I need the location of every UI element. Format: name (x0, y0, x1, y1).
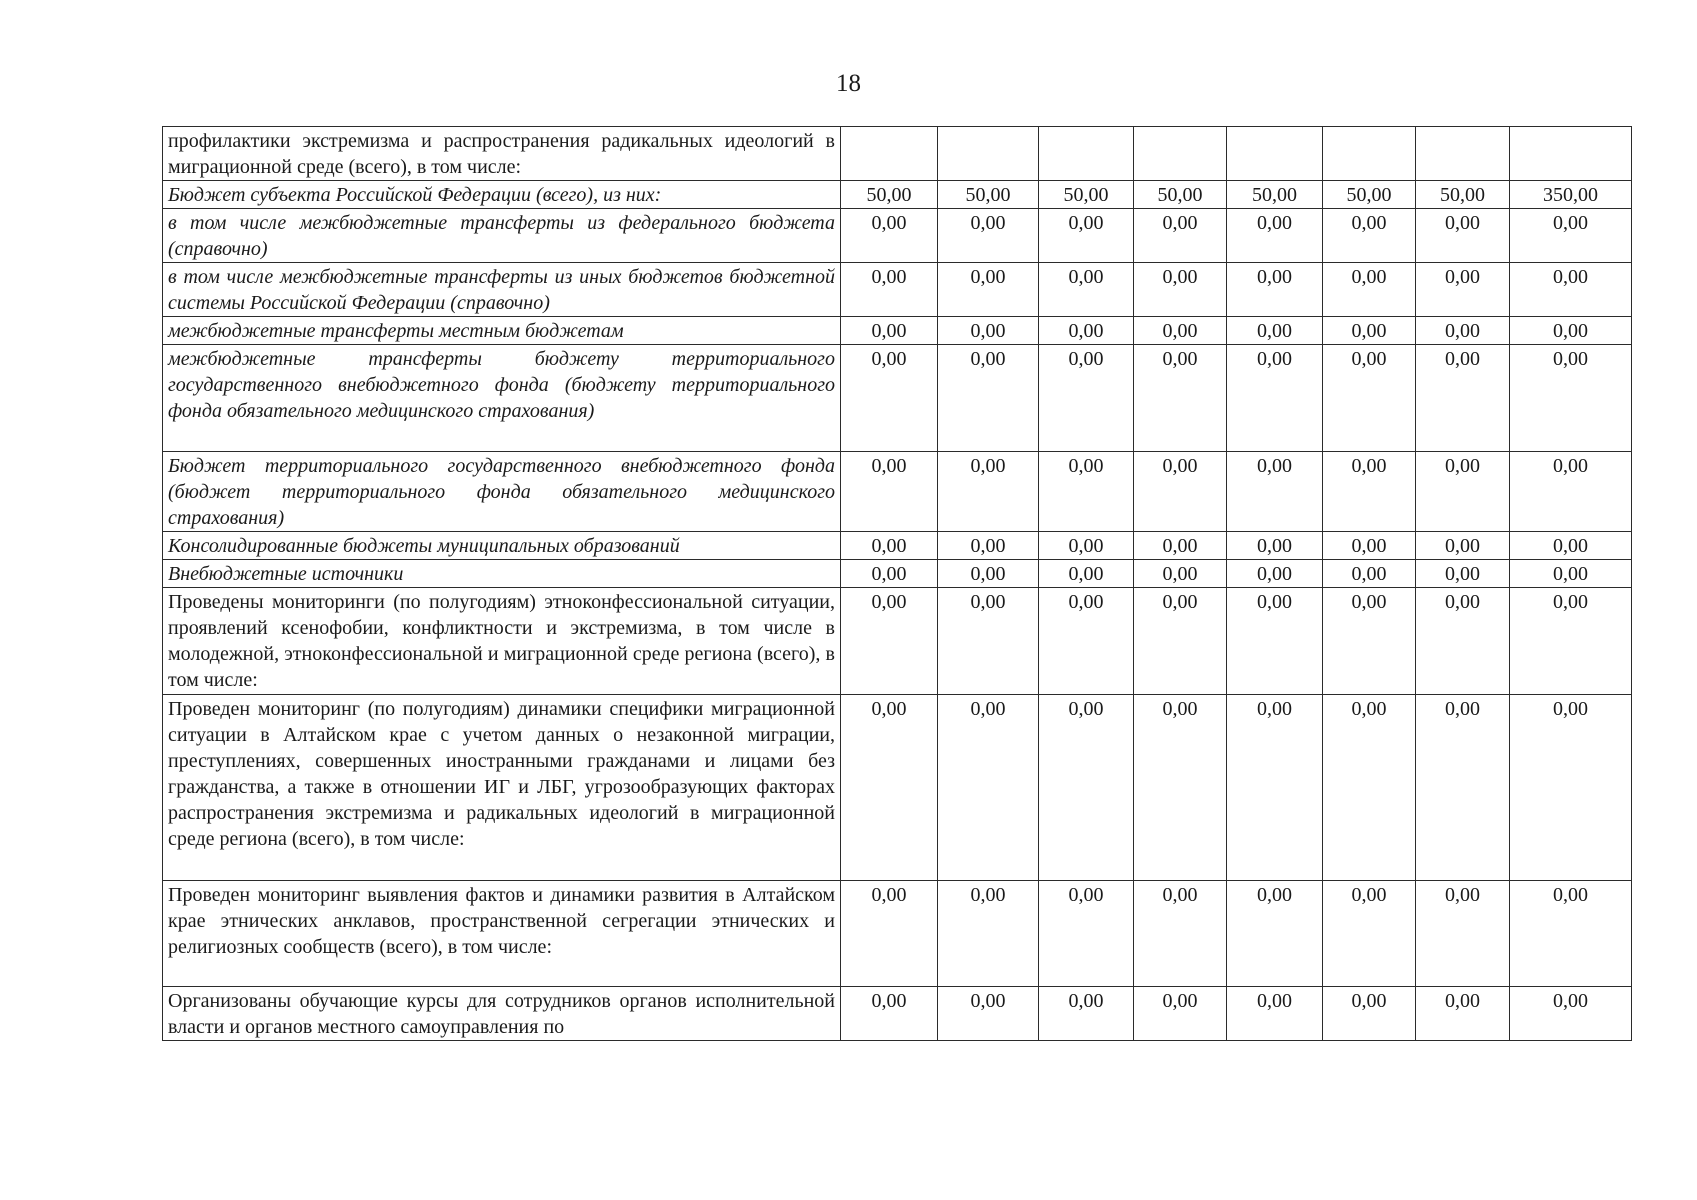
value-cell: 0,00 (1039, 317, 1134, 345)
value-cell: 0,00 (1323, 532, 1416, 560)
value-cell: 0,00 (938, 560, 1039, 588)
value-cell: 0,00 (938, 263, 1039, 317)
value-cell: 0,00 (1134, 532, 1227, 560)
value-cell: 0,00 (1227, 695, 1323, 881)
value-cell: 0,00 (841, 452, 938, 532)
value-cell: 0,00 (1323, 560, 1416, 588)
value-cell: 0,00 (1039, 452, 1134, 532)
total-cell: 0,00 (1510, 452, 1632, 532)
value-cell: 0,00 (1416, 317, 1510, 345)
value-cell: 0,00 (841, 588, 938, 695)
table-row (163, 695, 1632, 881)
value-cell: 0,00 (938, 588, 1039, 695)
value-cell: 0,00 (1039, 209, 1134, 263)
total-cell: 0,00 (1510, 881, 1632, 987)
table-body (163, 127, 1632, 1041)
value-cell: 0,00 (1416, 345, 1510, 452)
value-cell: 0,00 (1227, 317, 1323, 345)
value-cell: 0,00 (1039, 345, 1134, 452)
row-label: в том числе межбюджетные трансферты из иных бюджетов бюджетной системы Российской Федерации (справочно) (163, 263, 841, 317)
value-cell: 0,00 (1323, 209, 1416, 263)
budget-table (162, 126, 1632, 1041)
total-cell: 0,00 (1510, 345, 1632, 452)
value-cell: 0,00 (1416, 209, 1510, 263)
value-cell: 0,00 (1039, 695, 1134, 881)
value-cell: 50,00 (841, 181, 938, 209)
value-cell: 0,00 (1134, 588, 1227, 695)
value-cell: 50,00 (1416, 181, 1510, 209)
table-row (163, 532, 1632, 560)
page-number: 18 (836, 70, 861, 97)
value-cell: 50,00 (938, 181, 1039, 209)
total-cell: 0,00 (1510, 987, 1632, 1041)
value-cell: 0,00 (1227, 452, 1323, 532)
value-cell: 0,00 (938, 345, 1039, 452)
value-cell (1134, 127, 1227, 181)
value-cell: 0,00 (1416, 560, 1510, 588)
value-cell: 0,00 (1227, 881, 1323, 987)
table-row (163, 263, 1632, 317)
value-cell: 0,00 (1134, 881, 1227, 987)
table-row (163, 209, 1632, 263)
table-row (163, 588, 1632, 695)
table-row (163, 127, 1632, 181)
value-cell (1227, 127, 1323, 181)
value-cell: 0,00 (1134, 345, 1227, 452)
table-row (163, 317, 1632, 345)
value-cell (1039, 127, 1134, 181)
value-cell (841, 127, 938, 181)
row-label: Бюджет территориального государственного внебюджетного фонда (бюджет территориального фонда обязательного медицинского страхования) (163, 452, 841, 532)
total-cell: 0,00 (1510, 263, 1632, 317)
total-cell: 0,00 (1510, 532, 1632, 560)
value-cell: 0,00 (841, 987, 938, 1041)
value-cell: 0,00 (1323, 588, 1416, 695)
value-cell (938, 127, 1039, 181)
value-cell: 0,00 (1134, 695, 1227, 881)
value-cell: 0,00 (1134, 263, 1227, 317)
value-cell: 0,00 (1323, 881, 1416, 987)
value-cell: 0,00 (1134, 317, 1227, 345)
table-row (163, 987, 1632, 1041)
value-cell: 0,00 (1039, 881, 1134, 987)
value-cell: 0,00 (938, 452, 1039, 532)
total-cell: 0,00 (1510, 317, 1632, 345)
row-label: Проведены мониторинги (по полугодиям) этноконфессиональной ситуации, проявлений ксенофобии, конфликтности и экстремизма, в том числе в молодежной, этноконфессиональной и миграционной среде региона (всего), в том числе: (163, 588, 841, 695)
value-cell: 0,00 (841, 695, 938, 881)
value-cell: 0,00 (1416, 987, 1510, 1041)
value-cell: 0,00 (841, 209, 938, 263)
value-cell: 0,00 (938, 317, 1039, 345)
value-cell: 0,00 (1323, 317, 1416, 345)
value-cell: 0,00 (1039, 532, 1134, 560)
value-cell: 0,00 (1039, 987, 1134, 1041)
value-cell: 50,00 (1134, 181, 1227, 209)
row-label: Организованы обучающие курсы для сотрудников органов исполнительной власти и органов местного самоуправления по (163, 987, 841, 1041)
value-cell: 0,00 (1134, 452, 1227, 532)
value-cell: 0,00 (1227, 532, 1323, 560)
value-cell: 0,00 (1416, 588, 1510, 695)
value-cell: 0,00 (1227, 560, 1323, 588)
value-cell: 0,00 (938, 532, 1039, 560)
row-label: межбюджетные трансферты местным бюджетам (163, 317, 841, 345)
value-cell: 50,00 (1039, 181, 1134, 209)
value-cell: 0,00 (1039, 588, 1134, 695)
value-cell: 0,00 (841, 881, 938, 987)
total-cell (1510, 127, 1632, 181)
value-cell: 0,00 (1416, 881, 1510, 987)
value-cell: 0,00 (841, 560, 938, 588)
row-label: Проведен мониторинг (по полугодиям) динамики специфики миграционной ситуации в Алтайском крае с учетом данных о незаконной миграции, преступлениях, совершенных иностранными гражданами и лицами без гражданства, а также в отношении ИГ и ЛБГ, угрозообразующих факторах распространения экстремизма и радикальных идеологий в миграционной среде региона (всего), в том числе: (163, 695, 841, 881)
value-cell: 0,00 (1134, 209, 1227, 263)
value-cell: 0,00 (938, 881, 1039, 987)
table-row (163, 181, 1632, 209)
value-cell: 0,00 (1134, 560, 1227, 588)
value-cell: 50,00 (1227, 181, 1323, 209)
value-cell: 0,00 (1416, 452, 1510, 532)
value-cell: 0,00 (1227, 209, 1323, 263)
value-cell: 0,00 (1323, 987, 1416, 1041)
value-cell: 0,00 (1416, 695, 1510, 881)
value-cell: 0,00 (841, 317, 938, 345)
value-cell: 0,00 (841, 532, 938, 560)
table-row (163, 881, 1632, 987)
value-cell (1323, 127, 1416, 181)
value-cell: 0,00 (1227, 345, 1323, 452)
value-cell: 0,00 (1323, 452, 1416, 532)
value-cell: 0,00 (1323, 345, 1416, 452)
value-cell: 0,00 (938, 695, 1039, 881)
row-label: Бюджет субъекта Российской Федерации (всего), из них: (163, 181, 841, 209)
value-cell: 0,00 (1227, 987, 1323, 1041)
value-cell: 0,00 (841, 345, 938, 452)
row-label: межбюджетные трансферты бюджету территориального государственного внебюджетного фонда (бюджету территориального фонда обязательного медицинского страхования) (163, 345, 841, 452)
value-cell: 0,00 (1039, 263, 1134, 317)
row-label: Внебюджетные источники (163, 560, 841, 588)
value-cell: 50,00 (1323, 181, 1416, 209)
total-cell: 0,00 (1510, 209, 1632, 263)
value-cell: 0,00 (1227, 263, 1323, 317)
total-cell: 350,00 (1510, 181, 1632, 209)
table-row (163, 345, 1632, 452)
value-cell: 0,00 (1039, 560, 1134, 588)
value-cell: 0,00 (841, 263, 938, 317)
value-cell: 0,00 (1416, 532, 1510, 560)
total-cell: 0,00 (1510, 588, 1632, 695)
row-label: в том числе межбюджетные трансферты из федерального бюджета (справочно) (163, 209, 841, 263)
row-label: Консолидированные бюджеты муниципальных образований (163, 532, 841, 560)
value-cell: 0,00 (938, 987, 1039, 1041)
value-cell: 0,00 (1416, 263, 1510, 317)
table-row (163, 560, 1632, 588)
total-cell: 0,00 (1510, 560, 1632, 588)
value-cell: 0,00 (938, 209, 1039, 263)
value-cell: 0,00 (1134, 987, 1227, 1041)
value-cell: 0,00 (1227, 588, 1323, 695)
row-label: Проведен мониторинг выявления фактов и динамики развития в Алтайском крае этнических анклавов, пространственной сегрегации этнических и религиозных сообществ (всего), в том числе: (163, 881, 841, 987)
value-cell: 0,00 (1323, 263, 1416, 317)
table-row (163, 452, 1632, 532)
row-label: профилактики экстремизма и распространения радикальных идеологий в миграционной среде (всего), в том числе: (163, 127, 841, 181)
value-cell (1416, 127, 1510, 181)
value-cell: 0,00 (1323, 695, 1416, 881)
total-cell: 0,00 (1510, 695, 1632, 881)
